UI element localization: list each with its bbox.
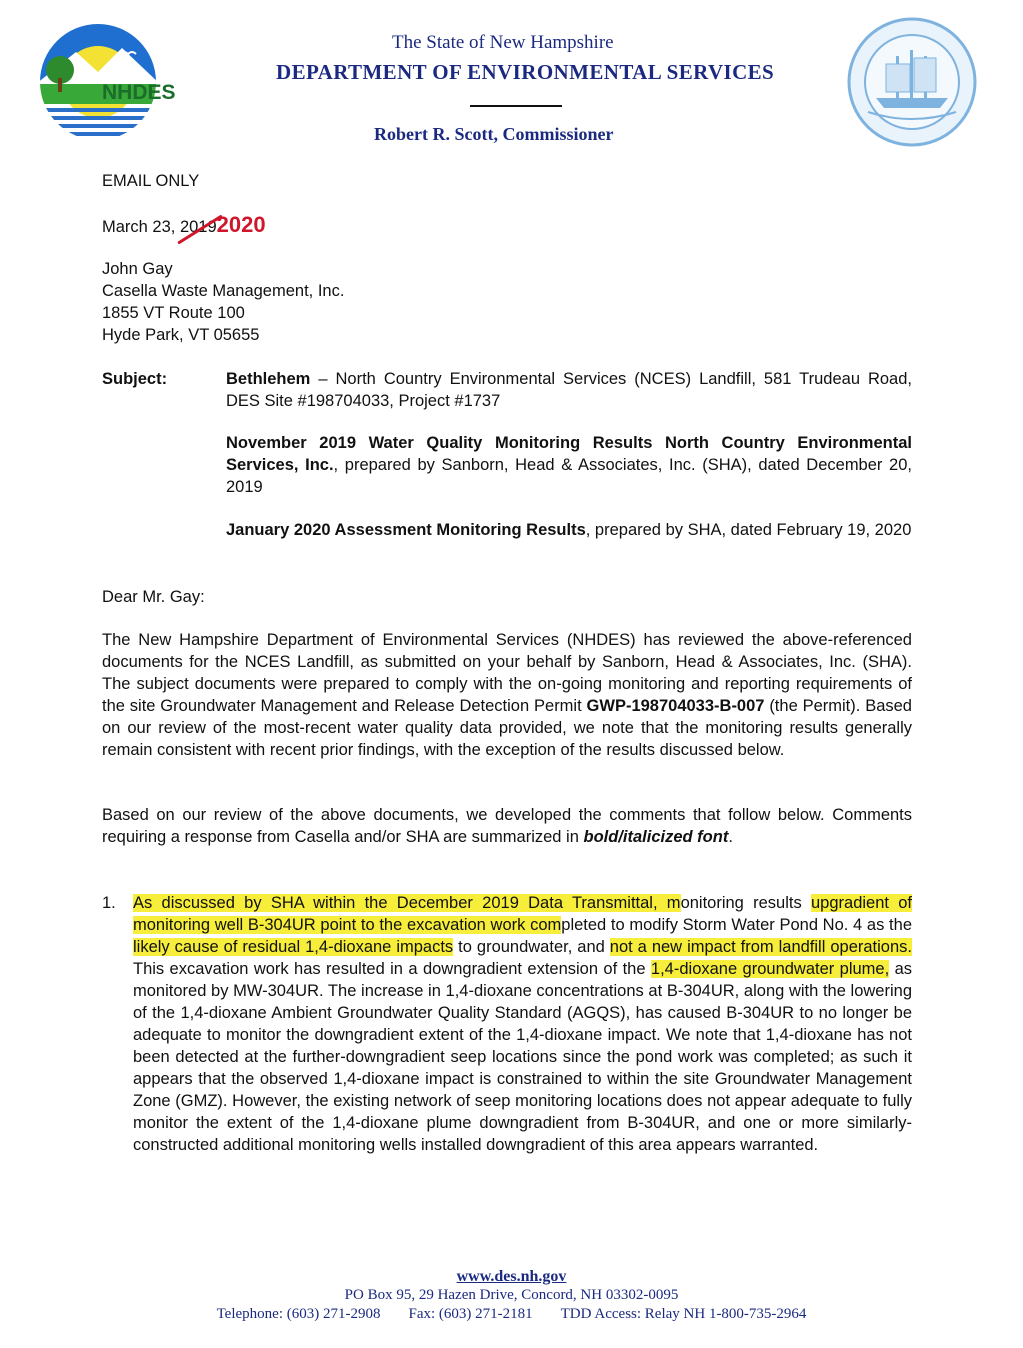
letter-date (102, 214, 266, 238)
nhdes-logo (36, 22, 186, 140)
highlight: upgradient of monitoring well B-304UR point to the excavation work com (133, 894, 913, 934)
highlight: As discussed by SHA within the December 2019 Data Transmittal, m (133, 894, 681, 912)
salutation: Dear Mr. Gay: (102, 588, 205, 606)
footer-fax: Fax: (603) 271-2181 (408, 1306, 533, 1322)
struck-year: 2019 (180, 218, 217, 236)
footer-tdd: TDD Access: Relay NH 1-800-735-2964 (560, 1306, 807, 1322)
highlight: likely cause of residual 1,4-dioxane impacts (133, 938, 454, 956)
footer-telephone: Telephone: (603) 271-2908 (216, 1306, 381, 1322)
commissioner-name: Robert R. Scott, Commissioner (374, 124, 614, 144)
logo-wordmark: NHDES (102, 81, 176, 104)
state-seal (846, 16, 978, 148)
footer-website-link[interactable]: www.des.nh.gov (456, 1268, 567, 1285)
footer-contacts (0, 1306, 1023, 1323)
agency-state: The State of New Hampshire (392, 32, 614, 53)
bold-italic-note: bold/italicized font (583, 828, 729, 846)
header-divider (470, 105, 562, 107)
corrected-year: 2020 (216, 212, 266, 237)
recipient-name: John Gay (102, 260, 173, 278)
recipient-company: Casella Waste Management, Inc. (102, 282, 345, 300)
highlight: 1,4-dioxane groundwater plume, (650, 960, 890, 978)
highlight: not a new impact from landfill operations. (609, 938, 912, 956)
paragraph-review: The New Hampshire Department of Environmental Services (NHDES) has reviewed the above-referenced documents for the NCES Landfill, as submitted on your behalf by Sanborn, Head & Associates, Inc. (SHA). The subject documents were prepared to comply with the on-going monitoring and reporting requirements of the site Groundwater Management and Release Detection Permit GWP-198704033-B-007 (the Permit). Based on our review of the most-recent water quality data provided, we note that the monitoring results generally remain consistent with recent prior findings, with the exception of the results discussed below. (102, 631, 912, 759)
delivery-method: EMAIL ONLY (102, 172, 200, 190)
department-name: DEPARTMENT OF ENVIRONMENTAL SERVICES (276, 60, 775, 84)
recipient-street: 1855 VT Route 100 (102, 304, 245, 322)
recipient-address (102, 258, 344, 346)
permit-number: GWP-198704033-B-007 (586, 697, 765, 715)
comment-number: 1. (102, 894, 116, 912)
footer-address: PO Box 95, 29 Hazen Drive, Concord, NH 03302-0095 (344, 1287, 679, 1303)
subject-line-1: Bethlehem – North Country Environmental Services (NCES) Landfill, 581 Trudeau Road, DES Site #198704033, Project #1737 (226, 370, 912, 410)
subject-label: Subject: (102, 370, 168, 388)
paragraph-comments: Based on our review of the above documents, we developed the comments that follow below. Comments requiring a response from Casella and/or SHA are summarized in bold/italicized font. (102, 806, 912, 846)
subject-line-2: November 2019 Water Quality Monitoring Results North Country Environmental Services, Inc., prepared by Sanborn, Head & Associates, Inc. (SHA), dated December 20, 2019 (226, 434, 912, 496)
subject-line-3: January 2020 Assessment Monitoring Results, prepared by SHA, dated February 19, 2020 (226, 521, 912, 539)
comment-item-1: As discussed by SHA within the December 2019 Data Transmittal, monitoring results upgradient of monitoring well B-304UR point to the excavation work completed to modify Storm Water Pond No. 4 as the likely cause of residual 1,4-dioxane impacts to groundwater, and not a new impact from landfill operations. This excavation work has resulted in a downgradient extension of the 1,4-dioxane groundwater plume, as monitored by MW-304UR. The increase in 1,4-dioxane concentrations at B-304UR, along with the lowering of the 1,4-dioxane Ambient Groundwater Quality Standard (AGQS), has caused B-304UR to no longer be adequate to monitor the downgradient extent of the 1,4-dioxane impact. We note that 1,4-dioxane has not been detected at the further-downgradient seep locations since the pond work was completed; as such it appears that the observed 1,4-dioxane impact is constrained to within the site Groundwater Management Zone (GMZ). However, the existing network of seep monitoring locations does not appear adequate to fully monitor the extent of the 1,4-dioxane plume downgradient from B-304UR, and one or more similarly-constructed additional monitoring wells installed downgradient of this area appears warranted. (133, 894, 913, 1154)
date-prefix: March 23, (102, 218, 180, 236)
recipient-city: Hyde Park, VT 05655 (102, 326, 260, 344)
